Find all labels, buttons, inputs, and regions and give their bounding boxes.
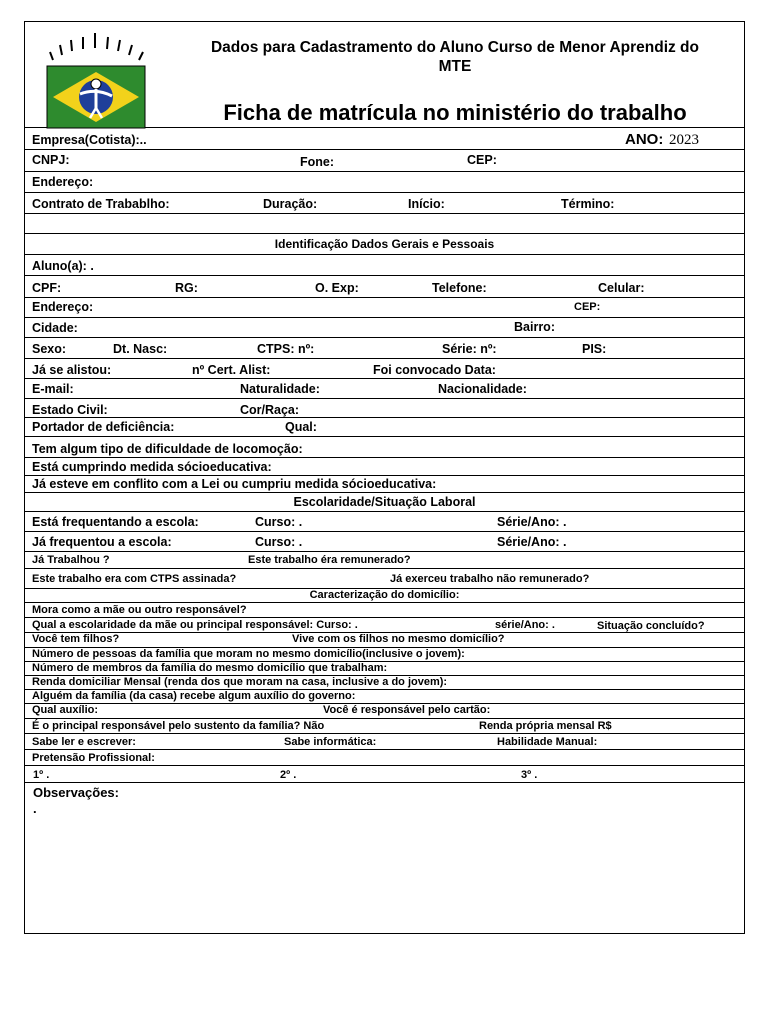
observacoes-area xyxy=(25,783,744,933)
pretensao-label: Pretensão Profissional: xyxy=(32,752,155,764)
num-pessoas-label: Número de pessoas da família que moram no mesmo domicílio(inclusive o jovem): xyxy=(32,648,465,660)
termino-label: Término: xyxy=(561,197,615,211)
header-title-line1: Dados para Cadastramento do Aluno Curso de Menor Aprendiz do xyxy=(210,39,699,56)
section-escolaridade: Escolaridade/Situação Laboral xyxy=(293,495,476,509)
vive-filhos-label: Vive com os filhos no mesmo domicílio? xyxy=(292,633,505,645)
portador-label: Portador de deficiência: xyxy=(32,420,175,434)
row-num-trabalham xyxy=(25,662,744,676)
qual-deficiencia-label: Qual: xyxy=(285,420,317,434)
mora-label: Mora como a mãe ou outro responsável? xyxy=(32,604,247,616)
form-header xyxy=(25,22,744,128)
alistou-label: Já se alistou: xyxy=(32,363,112,377)
row-documentos xyxy=(25,276,744,298)
header-subtitle: Ficha de matrícula no ministério do trabalho xyxy=(223,100,687,125)
row-section-domicilio xyxy=(25,589,744,603)
cep-aluno-label: CEP: xyxy=(574,301,601,313)
row-num-pessoas xyxy=(25,648,744,662)
filhos-label: Você tem filhos? xyxy=(32,633,120,645)
duracao-label: Duração: xyxy=(263,197,318,211)
aluno-label: Aluno(a): . xyxy=(32,259,94,273)
ano-label: ANO: xyxy=(625,131,664,148)
row-habilidades xyxy=(25,734,744,750)
row-filhos xyxy=(25,633,744,648)
row-mora xyxy=(25,603,744,618)
dtnasc-label: Dt. Nasc: xyxy=(113,342,168,356)
bairro-label: Bairro: xyxy=(514,320,555,334)
observacoes-value: . xyxy=(33,801,37,816)
situacao-label: Situação concluído? xyxy=(597,620,705,632)
row-cnpj xyxy=(25,150,744,172)
row-conflito xyxy=(25,476,744,493)
row-deficiencia xyxy=(25,418,744,437)
serie-mae-label: série/Ano: . xyxy=(495,619,555,631)
row-qual-auxilio xyxy=(25,704,744,719)
section-identificacao: Identificação Dados Gerais e Pessoais xyxy=(274,237,495,251)
frequentou-curso-label: Curso: . xyxy=(255,535,303,549)
convocado-label: Foi convocado Data: xyxy=(373,363,496,377)
row-trabalhou xyxy=(25,552,744,569)
observacoes-label: Observações: xyxy=(33,785,119,800)
cidade-label: Cidade: xyxy=(32,321,78,335)
row-frequentando xyxy=(25,512,744,532)
frequentando-label: Está frequentando a escola: xyxy=(32,515,199,529)
row-cidade xyxy=(25,318,744,338)
row-sexo xyxy=(25,338,744,359)
estado-civil-label: Estado Civil: xyxy=(32,403,108,417)
row-endereco-aluno xyxy=(25,298,744,318)
row-sustento xyxy=(25,719,744,734)
frequentou-serie-label: Série/Ano: . xyxy=(497,535,567,549)
row-frequentou xyxy=(25,532,744,552)
remunerado-label: Este trabalho éra remunerado? xyxy=(248,554,411,566)
num-trabalham-label: Número de membros da família do mesmo domicílio que trabalham: xyxy=(32,662,388,674)
nao-remunerado-label: Já exerceu trabalho não remunerado? xyxy=(390,573,590,585)
row-auxilio xyxy=(25,690,744,704)
cep-label: CEP: xyxy=(467,153,497,167)
conflito-label: Já esteve em conflito com a Lei ou cumpriu medida sócioeducativa: xyxy=(32,477,437,491)
cor-raca-label: Cor/Raça: xyxy=(240,403,300,417)
row-escolaridade-mae xyxy=(25,618,744,633)
ano-value: 2023 xyxy=(669,132,699,148)
frequentou-label: Já frequentou a escola: xyxy=(32,535,172,549)
sabe-informatica-label: Sabe informática: xyxy=(284,736,377,748)
cpf-label: CPF: xyxy=(32,281,62,295)
endereco-aluno-label: Endereço: xyxy=(32,300,94,314)
row-pretensao xyxy=(25,750,744,766)
renda-label: Renda domiciliar Mensal (renda dos que moram na casa, inclusive a do jovem): xyxy=(32,676,448,688)
oexp-label: O. Exp: xyxy=(315,281,359,295)
pis-label: PIS: xyxy=(582,342,607,356)
renda-propria-label: Renda própria mensal R$ xyxy=(479,720,612,732)
sustento-label: É o principal responsável pelo sustento da família? Não xyxy=(32,720,325,732)
cartao-label: Você é responsável pelo cartão: xyxy=(323,704,491,716)
row-empresa xyxy=(25,128,744,150)
sexo-label: Sexo: xyxy=(32,342,67,356)
cert-alist-label: nº Cert. Alist: xyxy=(192,363,271,377)
row-renda xyxy=(25,676,744,690)
locomocao-label: Tem algum tipo de dificuldade de locomoção: xyxy=(32,442,303,456)
header-title xyxy=(175,38,735,76)
fone-label: Fone: xyxy=(300,155,335,169)
celular-label: Celular: xyxy=(598,281,645,295)
opcao-2: 2º . xyxy=(280,769,297,781)
row-section-escolaridade xyxy=(25,493,744,512)
header-title-line2: MTE xyxy=(438,58,472,75)
qual-auxilio-label: Qual auxílio: xyxy=(32,704,99,716)
brazil-flag-logo xyxy=(39,30,157,130)
row-locomocao xyxy=(25,437,744,458)
contrato-label: Contrato de Trabablho: xyxy=(32,197,170,211)
endereco-empresa-label: Endereço: xyxy=(32,175,94,189)
section-domicilio: Caracterização do domicílio: xyxy=(309,589,460,601)
row-contrato xyxy=(25,193,744,214)
row-blank xyxy=(25,214,744,234)
enrollment-form xyxy=(24,21,745,934)
opcao-1: 1º . xyxy=(33,769,50,781)
frequentando-curso-label: Curso: . xyxy=(255,515,303,529)
ctps-assinada-label: Este trabalho era com CTPS assinada? xyxy=(32,573,237,585)
naturalidade-label: Naturalidade: xyxy=(240,382,320,396)
empresa-label: Empresa(Cotista):.. xyxy=(32,133,147,147)
row-medida xyxy=(25,458,744,476)
row-ctps-assinada xyxy=(25,569,744,589)
row-opcoes xyxy=(25,766,744,783)
ctps-label: CTPS: nº: xyxy=(257,342,315,356)
sabe-ler-label: Sabe ler e escrever: xyxy=(32,736,136,748)
inicio-label: Início: xyxy=(408,197,445,211)
row-estado-civil xyxy=(25,399,744,418)
serie-ctps-label: Série: nº: xyxy=(442,342,497,356)
frequentando-serie-label: Série/Ano: . xyxy=(497,515,567,529)
escolaridade-mae-label: Qual a escolaridade da mãe ou principal responsável: Curso: . xyxy=(32,619,358,631)
cnpj-label: CNPJ: xyxy=(32,153,70,167)
row-aluno xyxy=(25,255,744,276)
row-alistou xyxy=(25,359,744,379)
auxilio-label: Alguém da família (da casa) recebe algum auxílio do governo: xyxy=(32,690,356,702)
row-section-identificacao xyxy=(25,234,744,255)
opcao-3: 3º . xyxy=(521,769,538,781)
nacionalidade-label: Nacionalidade: xyxy=(438,382,527,396)
medida-label: Está cumprindo medida sócioeducativa: xyxy=(32,460,272,474)
habilidade-manual-label: Habilidade Manual: xyxy=(497,736,598,748)
row-email xyxy=(25,379,744,399)
row-endereco-empresa xyxy=(25,172,744,193)
telefone-label: Telefone: xyxy=(432,281,487,295)
rg-label: RG: xyxy=(175,281,198,295)
email-label: E-mail: xyxy=(32,382,74,396)
trabalhou-label: Já Trabalhou ? xyxy=(32,554,110,566)
